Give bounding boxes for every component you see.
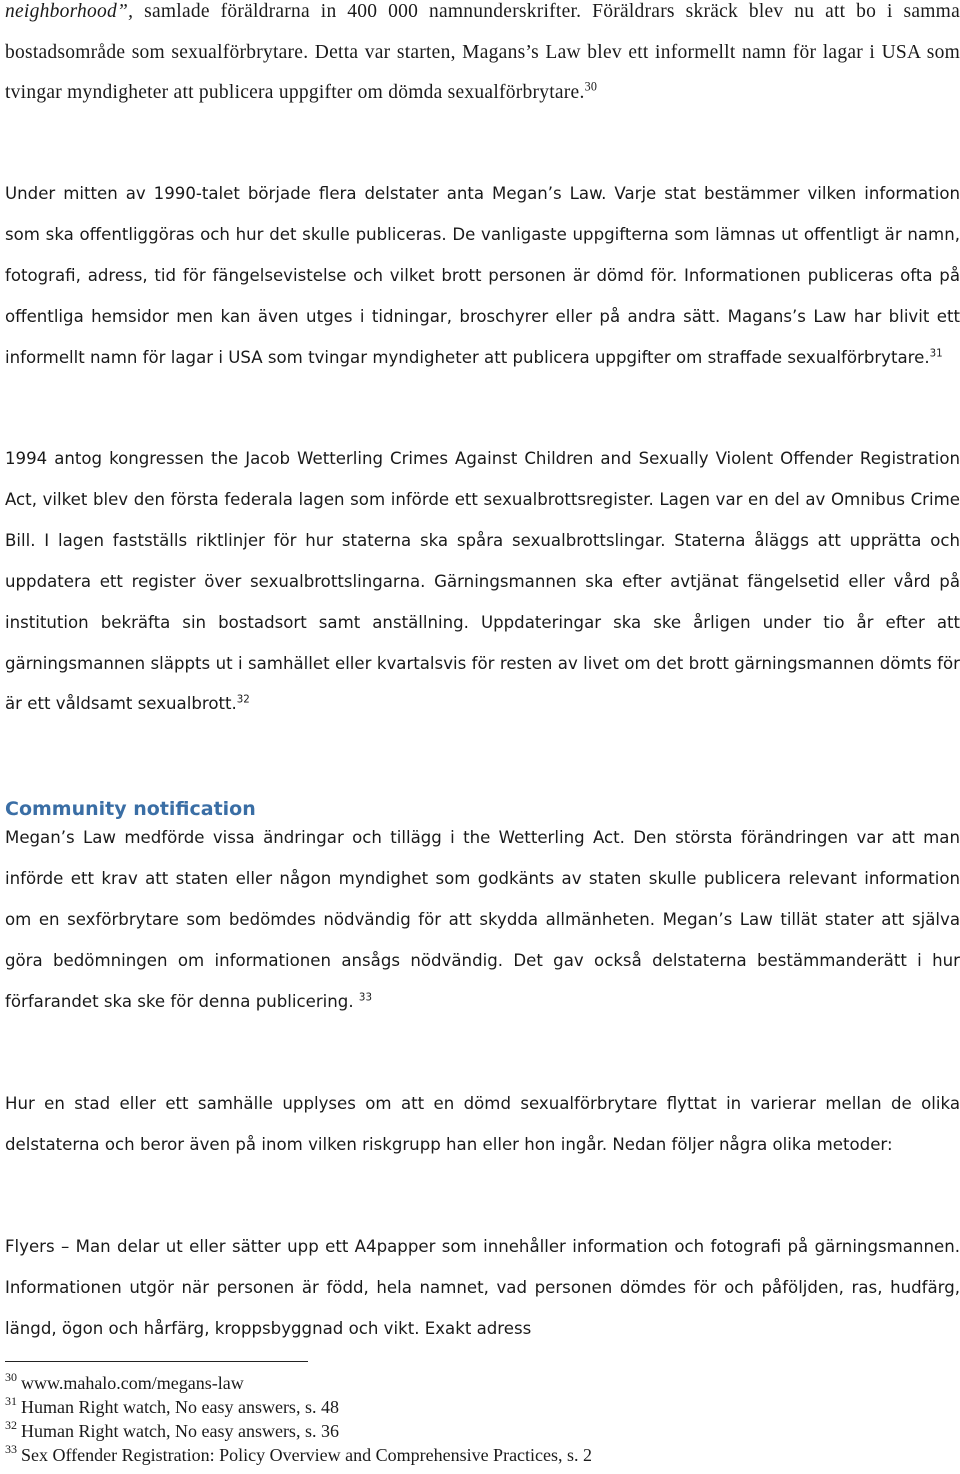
footnote-number: 31 [5,1394,17,1408]
paragraph-text: 1994 antog kongressen the Jacob Wetterling Crimes Against Children and Sexually Violent Offender Registration Act, vilket blev den första federala lagen som införde ett sexualbrottsregister. Lagen var en del av Omnibus Crime Bill. I lagen fastställs riktlinjer för hur staterna ska spåra sexualbrottslingar. Staterna åläggs att upprätta och uppdatera ett register över sexualbrottslingarna. Gärningsmannen ska efter avtjänat fängelsetid eller vård på institution bekräfta sin bostadsort samt anställning. Uppdateringar ska ske årligen under tio år efter att gärningsmannen släppts ut i samhället eller kvartalsvis för resten av livet om det brott gärningsmannen dömts för är ett våldsamt sexualbrott. [5,449,960,714]
paragraph-opening: samlade föräldrarna in 400 000 namnunderskrifter. Föräldrars skräck blev nu [133,1,826,22]
footnote-text: Sex Offender Registration: Policy Overview and Comprehensive Practices, s. 2 [21,1445,593,1465]
paragraph-text: Hur en stad eller ett samhälle upplyses om att en dömd sexualförbrytare flyttat in varierar mellan de olika delstaterna och beror även på inom vilken riskgrupp han eller hon ingår. Nedan följer några olika metoder: [5,1094,960,1154]
footnote-list [5,1371,955,1467]
footnote-31 [5,1395,955,1419]
footnote-30 [5,1371,955,1395]
italic-fragment: neighborhood”, [5,1,134,22]
paragraph-text: Megan’s Law medförde vissa ändringar och tillägg i the Wetterling Act. Den största förändringen var att man införde ett krav att staten eller någon myndighet som godkänts av staten skulle publicera relevant information om en sexförbrytare som bedömdes nödvändig för att skydda allmänheten. Megan’s Law tillät stater att själva göra bedömningen om informationen ansågs nödvändig. Det gav också delstaterna bestämmanderätt i hur förfarandet ska ske för denna publicering. [5,828,960,1011]
paragraph-methods-intro [5,1084,960,1166]
paragraph-wetterling-act [5,439,960,725]
paragraph-text: att bo i samma bostadsområde som sexualförbrytare. Detta var starten, Magans’s Law blev ett informellt namn för lagar i USA som tvingar myndigheter att publicera uppgifter om dömda sexualförbrytare. [5,1,960,103]
footnote-ref-33: 33 [358,991,372,1004]
paragraph-community-notification [5,818,960,1023]
paragraph-megans-law-origin [5,0,960,114]
footnote-32 [5,1419,955,1443]
footnote-33 [5,1443,955,1467]
footnote-number: 30 [5,1370,17,1384]
footnote-text: Human Right watch, No easy answers, s. 48 [21,1397,339,1417]
footnote-link[interactable]: www.mahalo.com/megans-law [21,1373,244,1393]
footnote-text: Human Right watch, No easy answers, s. 36 [21,1421,339,1441]
paragraph-flyers [5,1227,960,1350]
paragraph-state-adoption [5,174,960,379]
footnote-ref-32: 32 [236,694,250,707]
footnote-number: 32 [5,1418,17,1432]
paragraph-text: Under mitten av 1990-talet började flera delstater anta Megan’s Law. Varje stat bestämmer vilken information som ska offentliggöras och hur det skulle publiceras. De vanligaste uppgifterna som lämnas ut offentligt är namn, fotografi, adress, tid för fängelsevistelse och vilket brott personen är dömd för. Informationen publiceras ofta på offentliga hemsidor men kan även utges i tidningar, broschyrer eller på andra sätt. Magans’s Law har blivit ett informellt namn för lagar i USA som tvingar myndigheter att publicera uppgifter om straffade sexualförbrytare. [5,184,960,367]
section-heading: Community notification [5,798,256,820]
paragraph-text: Flyers – Man delar ut eller sätter upp ett A4papper som innehåller information och fotografi på gärningsmannen. Informationen utgör när personen är född, hela namnet, vad personen dömdes för och påföljden, ras, hudfärg, längd, ögon och hårfärg, kroppsbyggnad och vikt. Exakt adress [5,1237,960,1338]
footnote-ref-31: 31 [929,347,943,360]
footnote-separator [5,1361,308,1362]
footnote-number: 33 [5,1442,17,1456]
footnote-ref-30: 30 [584,79,598,94]
